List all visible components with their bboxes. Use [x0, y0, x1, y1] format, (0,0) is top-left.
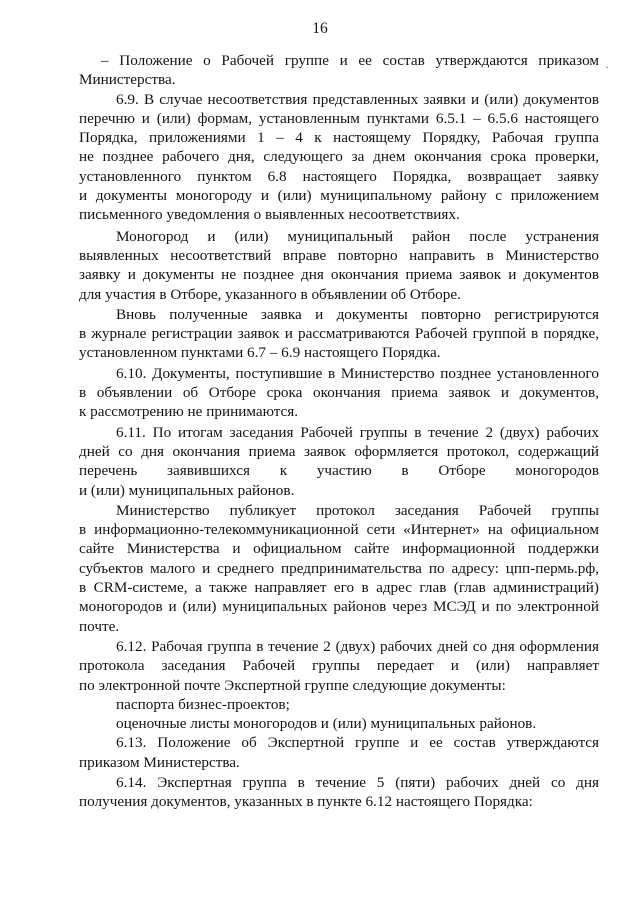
paragraph-6-11	[79, 423, 599, 500]
paragraph-6-10	[79, 364, 599, 422]
text-line: 6.10. Документы, поступившие в Министерство позднее установленного	[116, 364, 599, 382]
text-line: паспорта бизнес-проектов;	[116, 695, 290, 713]
paragraph-6-9	[79, 90, 599, 225]
paragraph-6-12	[79, 637, 599, 695]
text-line: моногородов и (или) муниципальных районов через МСЭД и по электронной	[79, 598, 599, 616]
text-line: получения документов, указанных в пункте 6.12 настоящего Порядка:	[79, 793, 533, 811]
text-line: оценочные листы моногородов и (или) муниципальных районов.	[116, 715, 537, 733]
text-line: Министерства.	[79, 71, 176, 89]
text-line: по электронной почте Экспертной группе следующие документы:	[79, 676, 506, 694]
scan-artifact-mark: ·	[605, 60, 609, 74]
paragraph-publish	[79, 501, 599, 636]
text-line: для участия в Отборе, указанного в объявлении об Отборе.	[79, 285, 461, 303]
text-line: не позднее рабочего дня, следующего за днем окончания срока проверки,	[79, 148, 599, 166]
text-line: в CRM-системе, а также направляет его в адрес глав (глав администраций)	[79, 579, 599, 597]
text-line: 6.11. По итогам заседания Рабочей группы в течение 2 (двух) рабочих	[116, 423, 599, 441]
text-line: в информационно-телекоммуникационной сети «Интернет» на официальном	[79, 521, 599, 539]
text-line: выявленных несоответствий вправе повторно направить в Министерство	[79, 246, 599, 264]
text-line: Вновь полученные заявка и документы повторно регистрируются	[116, 305, 599, 323]
text-line: заявку и документы не позднее дня окончания приема заявок и документов	[79, 266, 599, 284]
text-line: Порядка, приложениями 1 – 4 к настоящему Порядку, Рабочая группа	[79, 129, 599, 147]
paragraph-list-1	[79, 695, 599, 714]
paragraph-registered	[79, 305, 599, 363]
text-line: почте.	[79, 617, 120, 635]
text-line: Министерство публикует протокол заседания Рабочей группы	[116, 501, 599, 519]
text-line: субъектов малого и среднего предпринимательства по адресу: цпп-пермь.рф,	[79, 559, 599, 577]
text-line: приказом Министерства.	[79, 753, 240, 771]
text-line: в журнале регистрации заявок и рассматриваются Рабочей группой в порядке,	[79, 325, 599, 343]
text-line: 6.12. Рабочая группа в течение 2 (двух) рабочих дней со дня оформления	[116, 637, 599, 655]
paragraph-working-group	[79, 51, 599, 90]
text-line: письменного уведомления о выявленных несоответствиях.	[79, 206, 460, 224]
text-line: протокола заседания Рабочей группы передает и (или) направляет	[79, 657, 599, 675]
text-line: в объявлении об Отборе срока окончания приема заявок и документов,	[79, 384, 599, 402]
text-line: и (или) муниципальных районов.	[79, 481, 295, 499]
paragraph-resubmit	[79, 227, 599, 304]
paragraph-6-13	[79, 733, 599, 772]
text-line: установленном пунктами 6.7 – 6.9 настоящего Порядка.	[79, 344, 441, 362]
text-line: 6.9. В случае несоответствия представленных заявки и (или) документов	[116, 90, 599, 108]
text-line: дней со дня окончания приема заявок оформляется протокол, содержащий	[79, 442, 599, 460]
paragraph-6-14	[79, 773, 599, 812]
paragraph-list-2	[79, 714, 599, 733]
text-line: Моногород и (или) муниципальный район после устранения	[116, 227, 599, 245]
text-line: установленного пунктом 6.8 настоящего Порядка, возвращает заявку	[79, 167, 599, 185]
text-line: к рассмотрению не принимаются.	[79, 403, 299, 421]
text-line: 6.13. Положение об Экспертной группе и ее состав утверждаются	[116, 734, 599, 752]
text-line: перечню и (или) формам, установленным пунктами 6.5.1 – 6.5.6 настоящего	[79, 109, 599, 127]
text-line: и документы моногороду и (или) муниципальному району с приложением	[79, 187, 599, 205]
page-number: 16	[312, 20, 328, 37]
document-body	[79, 51, 599, 812]
text-line: перечень заявившихся к участию в Отборе моногородов	[79, 462, 599, 480]
text-line: – Положение о Рабочей группе и ее состав утверждаются приказом	[101, 52, 599, 69]
text-line: сайте Министерства и официальном сайте информационной поддержки	[79, 540, 599, 558]
text-line: 6.14. Экспертная группа в течение 5 (пяти) рабочих дней со дня	[116, 773, 599, 791]
